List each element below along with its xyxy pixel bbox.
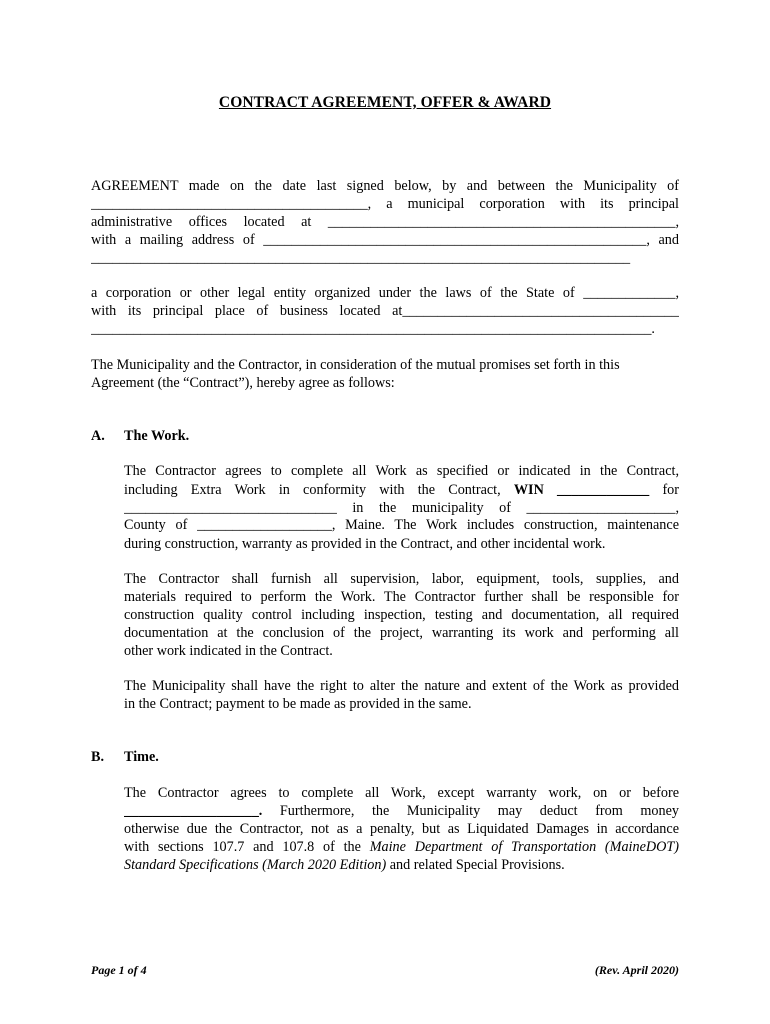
section-b-line-4 <box>124 838 679 856</box>
section-a-letter: A. <box>91 428 105 444</box>
section-b-line-1: The Contractor agrees to complete all Work, except warranty work, on or before <box>124 785 679 801</box>
intro-line-1: AGREEMENT made on the date last signed below, by and between the Municipality of <box>91 178 679 194</box>
section-b-letter: B. <box>91 749 105 765</box>
party-line-3: _______________________________________________________________________________. <box>91 321 655 337</box>
section-a-p2-line-4: documentation at the conclusion of the project, warranting its work and performing all <box>124 625 679 641</box>
section-a-p1-line-1: The Contractor agrees to complete all Work as specified or indicated in the Contract, <box>124 463 679 479</box>
line-text: Furthermore, the Municipality may deduct from money <box>279 803 679 819</box>
party-line-1: a corporation or other legal entity organized under the laws of the State of _____________, <box>91 285 679 301</box>
section-a-p3-line-2: in the Contract; payment to be made as provided in the same. <box>124 696 472 712</box>
section-b-heading: Time. <box>124 749 159 765</box>
win-blank: _____________ <box>557 482 650 498</box>
intro-line-2: _______________________________________, a municipal corporation with its principal <box>91 196 679 212</box>
section-a-p1-line-4: County of ___________________, Maine. The Work includes construction, maintenance <box>124 517 679 533</box>
win-label: WIN <box>513 482 544 498</box>
intro-line-4: with a mailing address of ______________________________________________________, and <box>91 232 679 248</box>
section-a-p3-line-1: The Municipality shall have the right to alter the nature and extent of the Work as provided <box>124 678 679 694</box>
page-title: CONTRACT AGREEMENT, OFFER & AWARD <box>218 94 552 111</box>
consideration-line-1: The Municipality and the Contractor, in consideration of the mutual promises set forth in this <box>91 357 620 373</box>
section-a-p2-line-2: materials required to perform the Work. The Contractor further shall be responsible for <box>124 589 679 605</box>
revision-date: (Rev. April 2020) <box>594 963 679 977</box>
party-line-2: with its principal place of business located at_______________________________________ <box>91 303 679 319</box>
page-number: Page 1 of 4 <box>91 963 147 977</box>
section-a-p1-line-5: during construction, warranty as provided in the Contract, and other incidental work. <box>124 536 606 552</box>
section-a-p2-line-3: construction quality control including inspection, testing and documentation, all required <box>124 607 679 623</box>
section-b-line-3: otherwise due the Contractor, not as a penalty, but as Liquidated Damages in accordance <box>124 821 679 837</box>
section-b-line-2 <box>124 802 679 820</box>
completion-date-blank: ___________________. <box>124 803 263 819</box>
section-a-heading: The Work. <box>124 428 190 444</box>
line-text: including Extra Work in conformity with the Contract, <box>124 482 501 498</box>
section-a-p1-line-3: ______________________________ in the municipality of _____________________, <box>124 500 679 516</box>
line-text: for <box>662 482 679 498</box>
consideration-line-2: Agreement (the “Contract”), hereby agree as follows: <box>91 375 395 391</box>
section-a-p2-line-1: The Contractor shall furnish all supervision, labor, equipment, tools, supplies, and <box>124 571 679 587</box>
intro-line-3: administrative offices located at _________________________________________________, <box>91 214 679 230</box>
section-a-p2-line-5: other work indicated in the Contract. <box>124 643 333 659</box>
specifications-reference: Standard Specifications (March 2020 Edition) <box>124 857 387 873</box>
mainedot-reference: Maine Department of Transportation (MaineDOT) <box>369 839 679 855</box>
line-text: with sections 107.7 and 107.8 of the <box>124 839 361 855</box>
intro-line-5: ____________________________________________________________________________ <box>91 250 631 266</box>
line-text: and related Special Provisions. <box>386 857 565 873</box>
section-b-line-5 <box>124 856 679 874</box>
section-a-p1-line-2 <box>124 481 679 499</box>
